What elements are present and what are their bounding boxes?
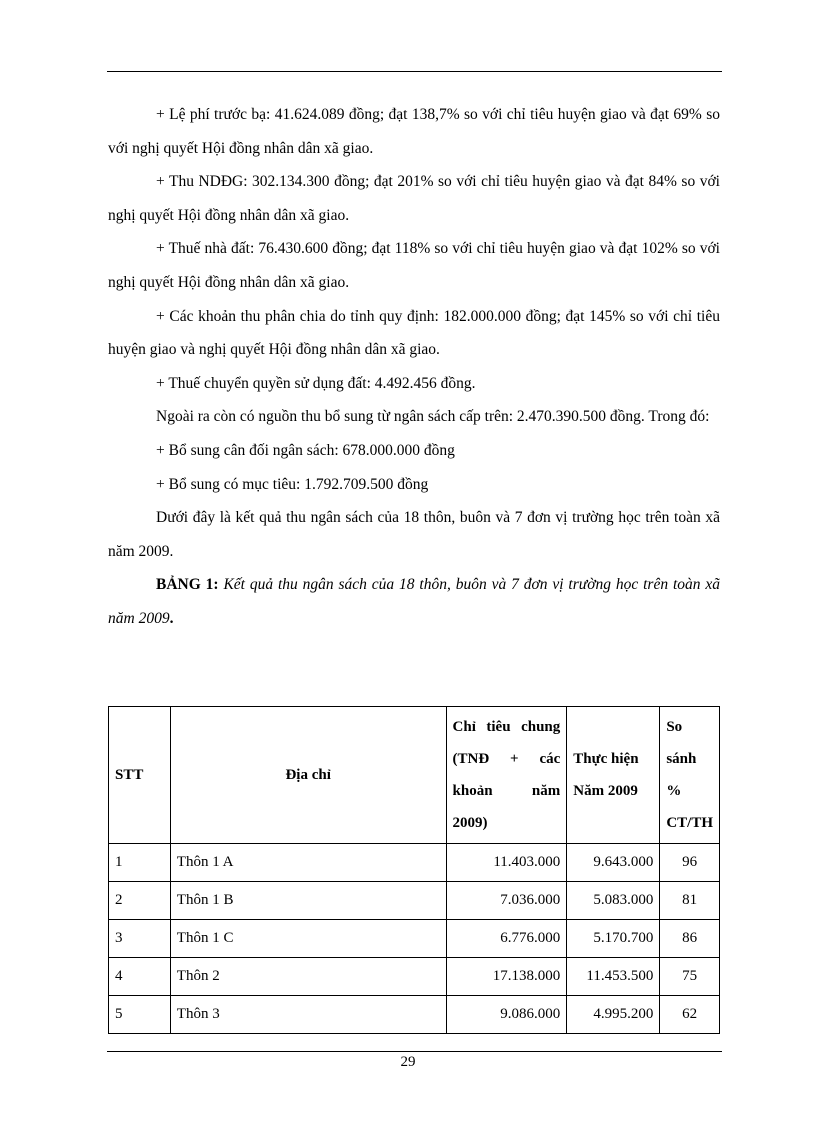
header-compare: So sánh % CT/TH (660, 707, 720, 844)
table-row (109, 958, 720, 996)
paragraph: Ngoài ra còn có nguồn thu bổ sung từ ngân sách cấp trên: 2.470.390.500 đồng. Trong đó: (156, 408, 710, 426)
paragraph: + Bổ sung cân đối ngân sách: 678.000.000 đồng (156, 441, 455, 459)
table-row (109, 996, 720, 1034)
header-plan: Chỉ tiêu chung (TNĐ + các khoản năm 2009) (446, 707, 567, 844)
paragraph: Dưới đây là kết quả thu ngân sách của 18 thôn, buôn và 7 đơn vị trường học trên toàn xã năm 2009. (108, 509, 720, 560)
results-table (108, 706, 720, 1034)
cell-address: Thôn 1 B (170, 882, 446, 920)
table-row (109, 882, 720, 920)
cell-address: Thôn 3 (170, 996, 446, 1034)
table-caption-text: Kết quả thu ngân sách của 18 thôn, buôn và 7 đơn vị trường học trên toàn xã năm 2009 (108, 576, 720, 627)
cell-stt: 2 (109, 882, 171, 920)
cell-plan: 6.776.000 (446, 920, 567, 958)
cell-plan: 7.036.000 (446, 882, 567, 920)
table-row (109, 844, 720, 882)
cell-compare: 75 (660, 958, 720, 996)
cell-actual: 9.643.000 (567, 844, 660, 882)
cell-plan: 11.403.000 (446, 844, 567, 882)
header-actual: Thực hiện Năm 2009 (567, 707, 660, 844)
cell-actual: 5.083.000 (567, 882, 660, 920)
cell-plan: 9.086.000 (446, 996, 567, 1034)
page-number: 29 (400, 1054, 416, 1070)
header-rule (107, 71, 722, 72)
paragraph: + Thuế chuyển quyền sử dụng đất: 4.492.456 đồng. (156, 374, 476, 392)
cell-stt: 1 (109, 844, 171, 882)
cell-address: Thôn 1 C (170, 920, 446, 958)
cell-stt: 4 (109, 958, 171, 996)
cell-actual: 5.170.700 (567, 920, 660, 958)
table-header-row (109, 707, 720, 844)
cell-stt: 5 (109, 996, 171, 1034)
cell-address: Thôn 2 (170, 958, 446, 996)
paragraph: + Thuế nhà đất: 76.430.600 đồng; đạt 118% so với chỉ tiêu huyện giao và đạt 102% so với nghị quyết Hội đồng nhân dân xã giao. (108, 240, 720, 291)
cell-compare: 62 (660, 996, 720, 1034)
paragraph: + Lệ phí trước bạ: 41.624.089 đồng; đạt 138,7% so với chỉ tiêu huyện giao và đạt 69% so với nghị quyết Hội đồng nhân dân xã giao. (108, 106, 720, 157)
table-caption (108, 568, 720, 635)
cell-stt: 3 (109, 920, 171, 958)
cell-actual: 4.995.200 (567, 996, 660, 1034)
cell-plan: 17.138.000 (446, 958, 567, 996)
footer-rule (107, 1051, 722, 1052)
paragraph: + Thu NDĐG: 302.134.300 đồng; đạt 201% so với chỉ tiêu huyện giao và đạt 84% so với nghị quyết Hội đồng nhân dân xã giao. (108, 173, 720, 224)
cell-actual: 11.453.500 (567, 958, 660, 996)
table-caption-end: . (169, 609, 174, 627)
table-row (109, 920, 720, 958)
cell-compare: 81 (660, 882, 720, 920)
paragraph: + Bổ sung có mục tiêu: 1.792.709.500 đồng (156, 475, 429, 493)
paragraph: + Các khoản thu phân chia do tỉnh quy định: 182.000.000 đồng; đạt 145% so với chỉ tiêu huyện giao và nghị quyết Hội đồng nhân dân xã giao. (108, 307, 720, 359)
header-address: Địa chỉ (170, 707, 446, 844)
cell-compare: 86 (660, 920, 720, 958)
header-stt: STT (109, 707, 171, 844)
table-caption-label: BẢNG 1: (156, 576, 219, 594)
document-body (108, 98, 720, 636)
cell-address: Thôn 1 A (170, 844, 446, 882)
cell-compare: 96 (660, 844, 720, 882)
